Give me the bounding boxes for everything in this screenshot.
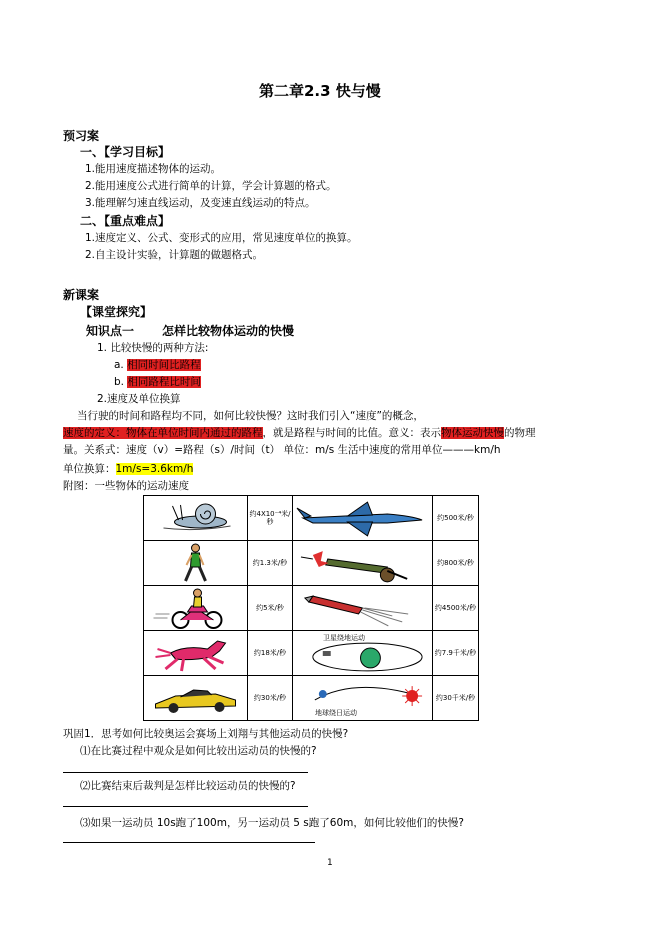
horse-icon xyxy=(144,631,248,676)
speed-value: 约1.3米/秒 xyxy=(248,541,293,586)
goal-item: 1.能用速度描述物体的运动。 xyxy=(85,163,222,175)
speed-value: 约18米/秒 xyxy=(248,631,293,676)
definition-text: 物体在单位时间内通过的路程 xyxy=(126,427,263,439)
speed-value: 约500米/秒 xyxy=(433,496,479,541)
table-row xyxy=(144,676,479,721)
preview-heading: 预习案 xyxy=(63,129,100,143)
speed-value: 约800米/秒 xyxy=(433,541,479,586)
speed-unit-item: 2.速度及单位换算 xyxy=(97,393,181,405)
definition-mid: ，就是路程与时间的比值。意义：表示 xyxy=(262,427,441,439)
rocket-icon xyxy=(293,586,433,631)
racing-car-icon xyxy=(144,676,248,721)
goals-heading: 一、【学习目标】 xyxy=(80,145,171,159)
table-row xyxy=(144,496,479,541)
orbit-caption: 卫星绕地运动 xyxy=(323,634,365,642)
unit-conversion xyxy=(63,461,193,476)
motorcyclist-icon xyxy=(144,586,248,631)
table-row xyxy=(144,586,479,631)
knowledge-label: 知识点一 xyxy=(86,324,135,338)
speed-table xyxy=(143,495,479,721)
knowledge-title: 怎样比较物体运动的快慢 xyxy=(162,324,295,338)
answer-line[interactable] xyxy=(63,842,315,843)
goal-item: 3.能理解匀速直线运动，及变速直线运动的特点。 xyxy=(85,197,316,209)
snail-icon xyxy=(144,496,248,541)
page-number: 1 xyxy=(327,858,333,868)
consolidation-question: 巩固1．思考如何比较奥运会赛场上刘翔与其他运动员的快慢? xyxy=(63,728,349,740)
satellite-orbit-icon xyxy=(293,631,433,676)
class-explore-heading: 【课堂探究】 xyxy=(80,305,153,319)
goal-item: 2.能用速度公式进行简单的计算，学会计算题的格式。 xyxy=(85,180,337,192)
key-heading: 二、【重点难点】 xyxy=(80,214,171,228)
definition-end: 的物理 xyxy=(504,427,536,439)
speed-value: 约4500米/秒 xyxy=(433,586,479,631)
figure-caption: 附图：一些物体的运动速度 xyxy=(63,480,189,492)
sub-question: ⑴在比赛过程中观众是如何比较出运动员的快慢的? xyxy=(80,745,317,757)
speed-value: 约5米/秒 xyxy=(248,586,293,631)
jet-icon xyxy=(293,496,433,541)
table-row xyxy=(144,631,479,676)
speed-value: 约30千米/秒 xyxy=(433,676,479,721)
method-a xyxy=(114,357,201,372)
cannon-icon xyxy=(293,541,433,586)
sub-question: ⑶如果一运动员 10s跑了100m，另一运动员 5 s跑了60m，如何比较他们的快慢? xyxy=(80,817,464,829)
page-title: 第二章2.3 快与慢 xyxy=(259,82,381,100)
key-point-item: 1.速度定义、公式、变形式的应用，常见速度单位的换算。 xyxy=(85,232,358,244)
definition-line xyxy=(63,425,536,440)
speed-value: 约30米/秒 xyxy=(248,676,293,721)
unit-label: 单位换算： xyxy=(63,463,116,475)
key-point-item: 2.自主设计实验，计算题的做题格式。 xyxy=(85,249,264,261)
definition-label: 速度的定义： xyxy=(63,427,126,439)
unit-value: 1m/s=3.6km/h xyxy=(115,463,194,475)
method-b xyxy=(114,374,201,389)
method-a-text: 相同时间比路程 xyxy=(127,359,201,371)
methods-item: 1. 比较快慢的两种方法: xyxy=(97,342,209,354)
answer-line[interactable] xyxy=(63,772,308,773)
formula-line: 量。关系式：速度（v）=路程（s）/时间（t） 单位：m/s 生活中速度的常用单位———km/h xyxy=(63,444,501,456)
method-b-prefix: b. xyxy=(114,376,125,388)
meaning-text: 物体运动快慢 xyxy=(441,427,504,439)
walking-person-icon xyxy=(144,541,248,586)
speed-value: 约4X10⁻⁴米/秒 xyxy=(248,496,293,541)
method-a-prefix: a. xyxy=(114,359,124,371)
sub-question: ⑵比赛结束后裁判是怎样比较运动员的快慢的? xyxy=(80,780,296,792)
new-lesson-heading: 新课案 xyxy=(63,288,100,302)
answer-line[interactable] xyxy=(63,806,308,807)
method-b-text: 相同路程比时间 xyxy=(127,376,201,388)
earth-orbit-sun-icon xyxy=(293,676,433,721)
intro-paragraph: 当行驶的时间和路程均不同，如何比较快慢？这时我们引入“速度”的概念， xyxy=(77,410,424,422)
table-row xyxy=(144,541,479,586)
speed-value: 约7.9千米/秒 xyxy=(433,631,479,676)
orbit-caption: 地球绕日运动 xyxy=(315,709,357,717)
